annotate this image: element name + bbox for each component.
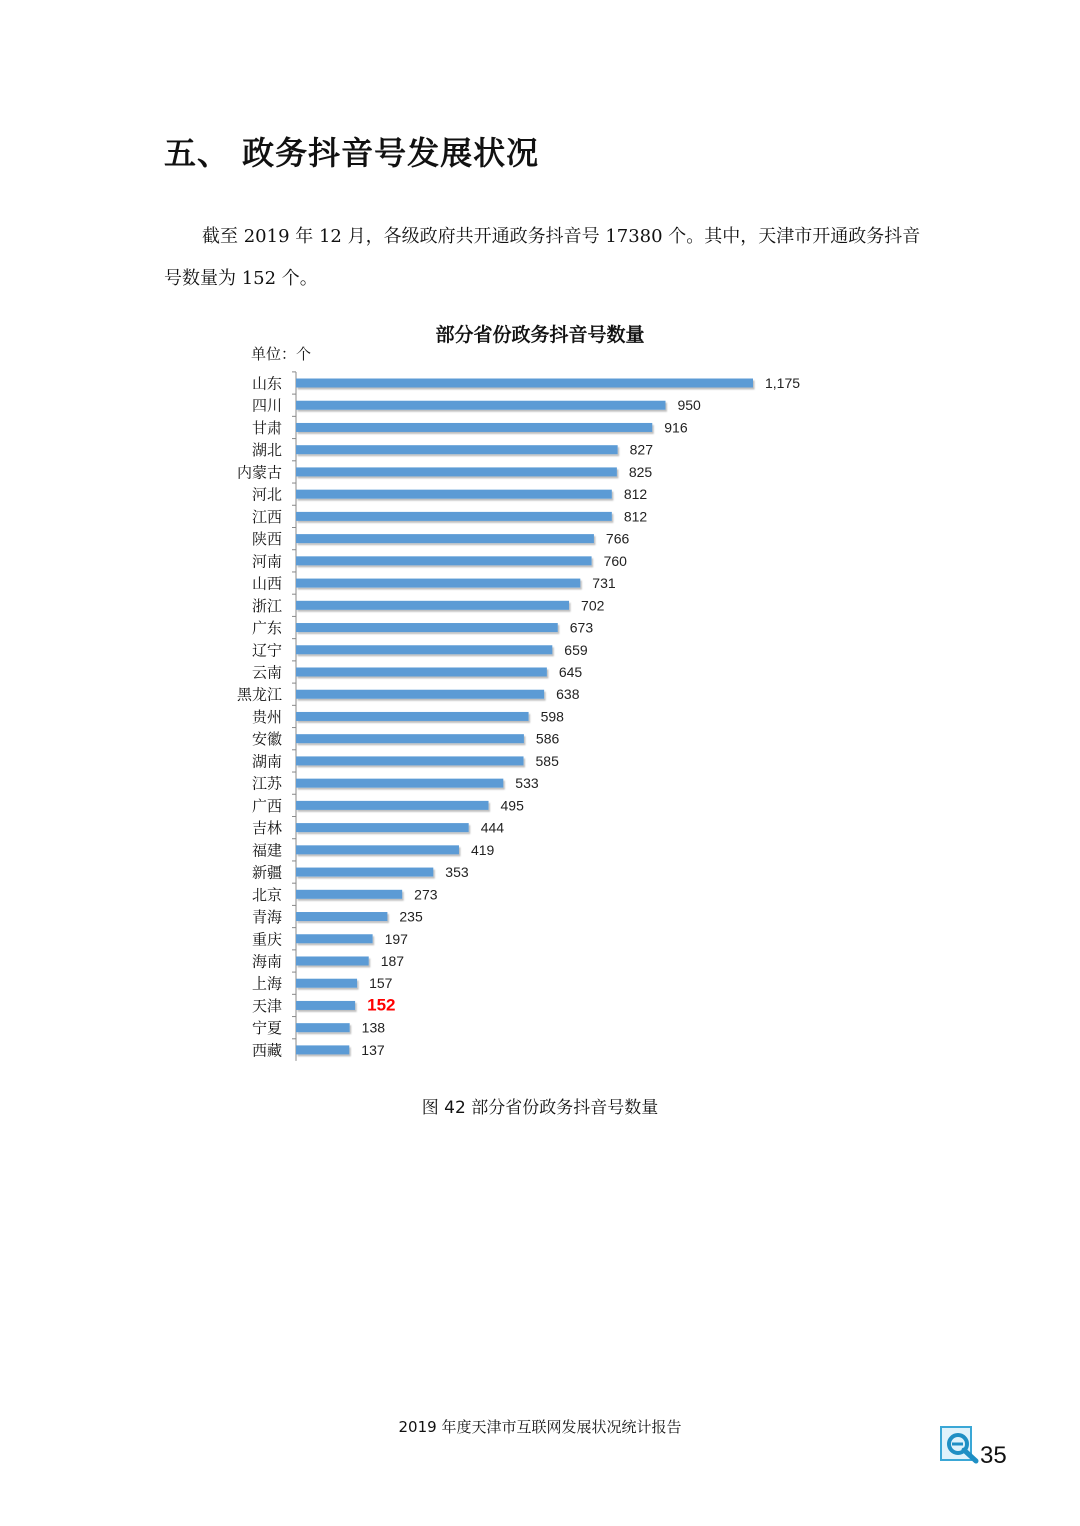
- category-label: 广东: [251, 619, 282, 638]
- bar: [296, 445, 618, 454]
- category-label: 云南: [251, 663, 282, 682]
- data-label: 659: [564, 641, 588, 658]
- data-label: 138: [361, 1019, 386, 1036]
- data-label: 766: [605, 530, 630, 547]
- category-label: 山东: [251, 374, 282, 393]
- bar: [296, 956, 369, 965]
- data-label: 916: [664, 419, 688, 436]
- bar: [296, 645, 552, 654]
- bar: [296, 1023, 350, 1032]
- data-label: 197: [384, 930, 408, 947]
- category-label: 江西: [251, 507, 282, 526]
- data-label: 827: [629, 441, 654, 458]
- data-label: 419: [470, 841, 495, 858]
- bar: [296, 890, 402, 899]
- bar: [296, 467, 617, 476]
- bar: [296, 712, 529, 721]
- category-label: 海南: [251, 952, 282, 971]
- category-label: 山西: [251, 574, 282, 593]
- bar: [296, 623, 558, 632]
- bar: [296, 979, 357, 988]
- bar: [296, 756, 524, 765]
- data-label: 950: [677, 397, 701, 414]
- data-label: 273: [414, 886, 438, 903]
- chart-unit-label: 单位：个: [251, 345, 312, 363]
- bar: [296, 868, 433, 877]
- data-label: 353: [445, 864, 469, 881]
- bar: [296, 490, 612, 499]
- category-label: 黑龙江: [236, 685, 282, 704]
- category-label: 浙江: [251, 596, 282, 615]
- category-label: 河北: [251, 485, 282, 504]
- data-label: 638: [556, 686, 580, 703]
- data-label: 673: [569, 619, 594, 636]
- data-label: 187: [380, 952, 405, 969]
- category-label: 福建: [251, 841, 282, 860]
- bar: [296, 779, 503, 788]
- chart-title: 部分省份政务抖音号数量: [435, 324, 645, 346]
- bar: [296, 379, 753, 388]
- data-label: 825: [628, 463, 653, 480]
- bar: [296, 801, 489, 810]
- data-label: 533: [515, 775, 539, 792]
- category-label: 湖南: [251, 752, 282, 771]
- data-label: 1,175: [765, 375, 801, 391]
- page-footer: 2019 年度天津市互联网发展状况统计报告: [398, 1418, 682, 1436]
- category-label: 青海: [251, 908, 282, 927]
- bar: [296, 512, 612, 521]
- category-label: 北京: [251, 885, 282, 904]
- bar: [296, 734, 524, 743]
- bar: [296, 1045, 349, 1054]
- data-label: 152: [367, 995, 396, 1015]
- data-label: 812: [623, 508, 648, 525]
- data-label: 731: [592, 575, 616, 592]
- body-paragraph-line-1: 截至 2019 年 12 月，各级政府共开通政务抖音号 17380 个。其中，天津市开通政务抖音: [202, 226, 921, 247]
- category-label: 江苏: [251, 774, 282, 793]
- category-label: 内蒙古: [236, 463, 282, 482]
- data-label: 645: [558, 663, 583, 680]
- bar: [296, 534, 594, 543]
- category-label: 贵州: [251, 707, 282, 726]
- data-label: 137: [361, 1041, 385, 1058]
- body-paragraph-line-2: 号数量为 152 个。: [164, 268, 318, 289]
- category-label: 天津: [251, 996, 282, 1015]
- figure-caption: 图 42 部分省份政务抖音号数量: [421, 1098, 659, 1118]
- category-label: 重庆: [251, 930, 282, 949]
- data-label: 812: [623, 486, 648, 503]
- bar: [296, 401, 665, 410]
- magnifier-e-logo-icon: [940, 1426, 980, 1464]
- bar: [296, 690, 544, 699]
- bar: [296, 845, 459, 854]
- section-title: 五、 政务抖音号发展状况: [164, 134, 540, 172]
- data-label: 598: [540, 708, 564, 725]
- data-label: 586: [535, 730, 560, 747]
- category-label: 陕西: [251, 530, 282, 549]
- category-label: 河南: [251, 552, 282, 571]
- data-label: 585: [535, 752, 559, 769]
- category-label: 甘肃: [251, 418, 282, 437]
- data-label: 157: [369, 975, 393, 992]
- category-label: 吉林: [251, 819, 282, 838]
- bar: [296, 912, 387, 921]
- bar: [296, 601, 569, 610]
- data-label: 495: [500, 797, 524, 814]
- bar: [296, 667, 547, 676]
- category-label: 安徽: [251, 730, 282, 749]
- category-label: 广西: [251, 796, 282, 815]
- bar: [296, 823, 469, 832]
- category-label: 新疆: [251, 863, 282, 882]
- category-label: 湖北: [251, 441, 282, 460]
- category-label: 辽宁: [251, 641, 282, 660]
- category-label: 四川: [251, 396, 282, 415]
- bar: [296, 934, 373, 943]
- data-label: 702: [581, 597, 605, 614]
- bar: [296, 556, 592, 565]
- data-label: 235: [399, 908, 423, 925]
- category-label: 西藏: [251, 1041, 282, 1060]
- data-label: 444: [480, 819, 505, 836]
- page-number: 35: [980, 1442, 1007, 1469]
- data-label: 760: [603, 552, 627, 569]
- bar: [296, 579, 580, 588]
- bar: [296, 1001, 355, 1010]
- bar: [296, 423, 652, 432]
- category-label: 宁夏: [251, 1019, 282, 1038]
- category-label: 上海: [251, 974, 282, 993]
